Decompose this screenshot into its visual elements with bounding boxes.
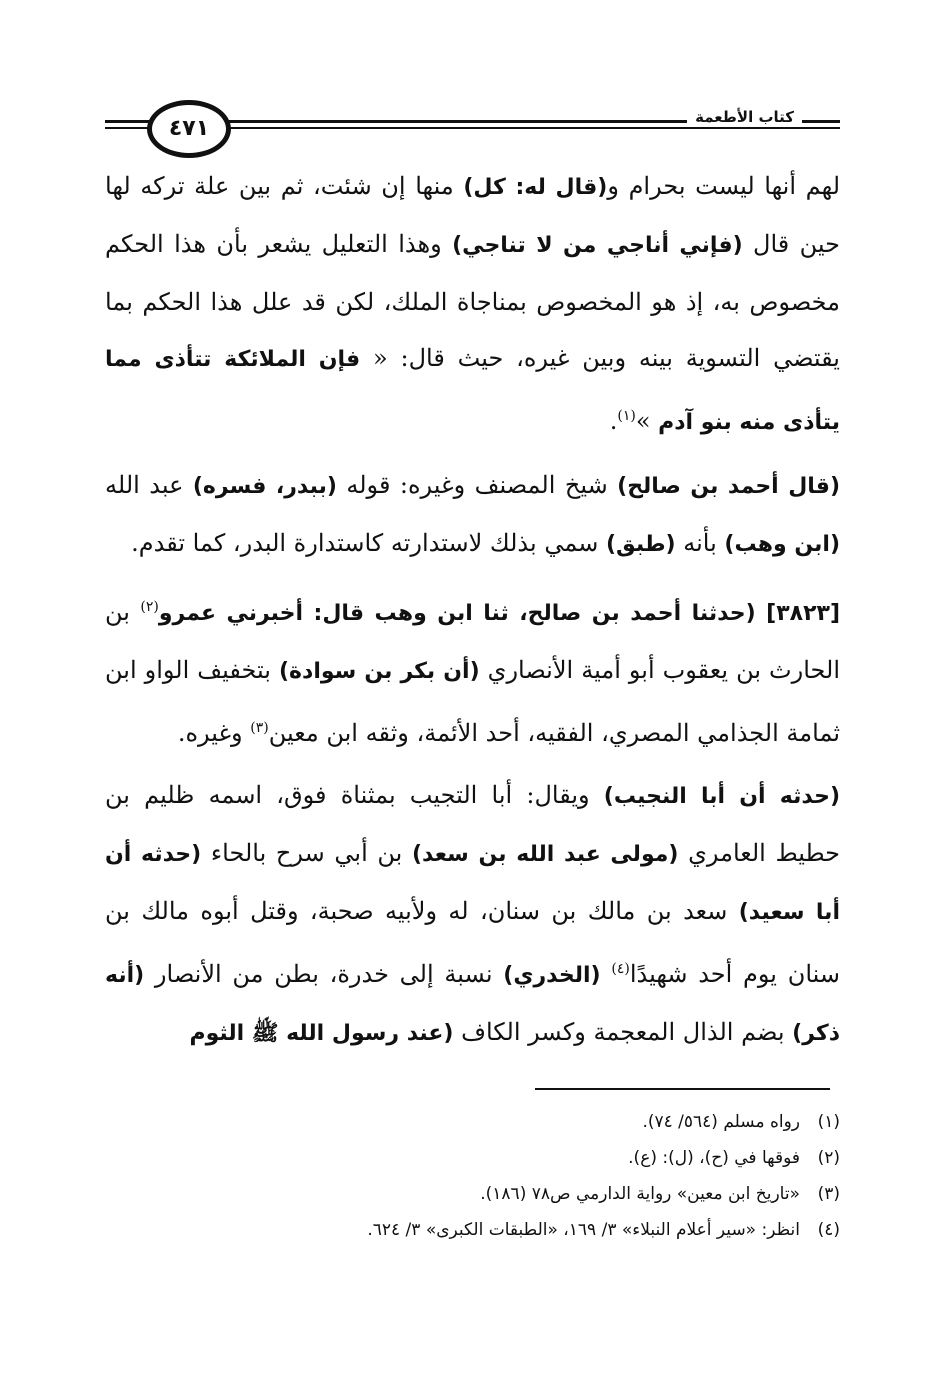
footnote: (٤)انظر: «سير أعلام النبلاء» ٣/ ١٦٩، «الطبقات الكبرى» ٣/ ٦٢٤. [367,1220,840,1240]
main-text [105,158,840,1068]
footnote: (١)رواه مسلم (٥٦٤/ ٧٤). [642,1112,840,1132]
footnote: (٣)«تاريخ ابن معين» رواية الدارمي ص٧٨ (١٨٦). [480,1184,840,1204]
page-number: ٤٧١ [147,100,231,158]
page-header [105,94,840,154]
footnotes [105,1104,840,1248]
footnote-ref: (٢) [140,599,159,615]
paragraph-2: (قال أحمد بن صالح) شيخ المصنف وغيره: قوله (ببدر، فسره) عبد الله (ابن وهب) بأنه (طبق) سمي بذلك لاستدارته كاستدارة البدر، كما تقدم. [105,471,841,557]
footnote-ref: (٤) [611,961,630,977]
footnote-ref: (١) [617,408,636,424]
paragraph-1: لهم أنها ليست بحرام و(قال له: كل) منها إن شئت، ثم بين علة تركه لها حين قال (فإني أناجي من لا تناجي) وهذا التعليل يشعر بأن هذا الحكم مخصوص به، إذ هو المخصوص بمناجاة الملك، لكن قد علل هذا الحكم بما يقتضي التسوية بينه وبين غيره، حيث قال: « فإن الملائكة تتأذى مما يتأذى منه بنو آدم »$^{(١)}$. [105,172,841,435]
running-title: كتاب الأطعمة [687,108,802,126]
footnote: (٢)فوقها في (ح)، (ل): (ع). [628,1148,840,1168]
footnote-ref: (٣) [250,720,269,736]
footnote-separator [535,1088,830,1090]
paragraph-3: [٣٨٢٣] (حدثنا أحمد بن صالح، ثنا ابن وهب قال: أخبرني عمرو$^{(٢)}$ بن الحارث بن يعقوب أبو أمية الأنصاري (أن بكر بن سوادة) بتخفيف الواو ابن ثمامة الجذامي المصري، الفقيه، أحد الأئمة، وثقه ابن معين$^{(٣)}$ وغيره. [105,598,841,747]
paragraph-4: (حدثه أن أبا النجيب) ويقال: أبا التجيب بمثناة فوق، اسمه ظليم بن حطيط العامري (مولى عبد الله بن سعد) بن أبي سرح بالحاء (حدثه أن أبا سعيد) سعد بن مالك بن سنان، له ولأبيه صحبة، وقتل أبوه مالك بن سنان يوم أحد شهيدًا$^{(٤)}$ (الخدري) نسبة إلى خدرة، بطن من الأنصار (أنه ذكر) بضم الذال المعجمة وكسر الكاف (عند رسول الله ﷺ الثوم [105,781,841,1046]
